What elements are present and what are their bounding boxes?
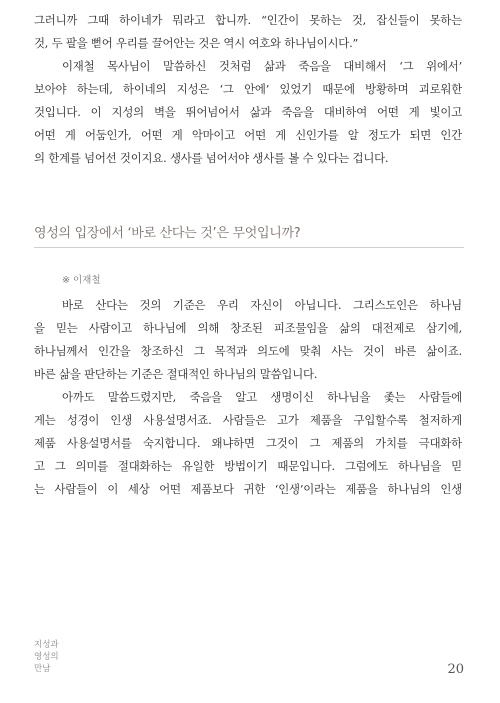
book-title-footer: [34, 639, 59, 675]
paragraph4-line-1: 아까도 말씀드렸지만, 죽음을 알고 생명이신 하나님을 좇는 사람들에: [62, 390, 462, 404]
paragraph1-line-1: 그러니까 그때 하이네가 뭐라고 합니까. “인간이 못하는 것, 잡신들이 못하는: [34, 13, 462, 27]
paragraph2-line-2: 보아야 하는데, 하이네의 지성은 ‘그 안에’ 있었기 때문에 방황하며 괴로워한: [34, 82, 462, 96]
paragraph4-line-2: 게는 성경이 인생 사용설명서죠. 사람들은 고가 제품을 구입할수록 철저하게: [34, 413, 462, 427]
book-title-line-2: 영성의: [34, 652, 59, 662]
paragraph2-line-3: 것입니다. 이 지성의 벽을 뛰어넘어서 삶과 죽음을 대비하여 어떤 게 빛이고: [34, 105, 462, 119]
paragraph4-line-5: 는 사람들이 이 세상 어떤 제품보다 귀한 ‘인생’이라는 제품을 하나님의 인생: [34, 482, 462, 496]
paragraph2-line-1: 이재철 목사님이 말씀하신 것처럼 삶과 죽음을 대비해서 ‘그 위에서’: [62, 59, 462, 73]
author-label: ※ 이재철: [62, 275, 101, 286]
section-heading: 영성의 입장에서 ‘바로 산다는 것’은 무엇입니까?: [34, 226, 301, 241]
paragraph4-line-4: 고 그 의미를 절대화하는 유일한 방법이기 때문입니다. 그럼에도 하나님을 믿: [34, 459, 462, 473]
heading-underline: [34, 247, 464, 248]
paragraph4-line-3: 제품 사용설명서를 숙지합니다. 왜냐하면 그것이 그 제품의 가치를 극대화하: [34, 436, 462, 450]
book-title-line-1: 지성과: [34, 640, 59, 650]
paragraph3-line-3: 하나님께서 인간을 창조하신 그 목적과 의도에 맞춰 사는 것이 바른 삶이죠.: [34, 344, 462, 358]
paragraph3-line-2: 을 믿는 사람이고 하나님에 의해 창조된 피조물임을 삶의 대전제로 삼기에,: [34, 321, 462, 335]
page-number: 20: [447, 662, 464, 677]
book-title-line-3: 만남: [34, 664, 51, 674]
paragraph2-line-5: 의 한계를 넘어선 것이지요. 생사를 넘어서야 생사를 볼 수 있다는 겁니다.: [34, 151, 389, 165]
paragraph3-line-4: 바른 삶을 판단하는 기준은 절대적인 하나님의 말씀입니다.: [34, 367, 318, 381]
paragraph2-line-4: 어떤 게 어둠인가, 어떤 게 악마이고 어떤 게 신인가를 알 정도가 되면 인간: [34, 128, 462, 142]
paragraph1-line-2: 것, 두 팔을 뻗어 우리를 끌어안는 것은 역시 여호와 하나님이시다.”: [34, 36, 359, 50]
paragraph3-line-1: 바로 산다는 것의 기준은 우리 자신이 아닙니다. 그리스도인은 하나님: [62, 298, 462, 312]
